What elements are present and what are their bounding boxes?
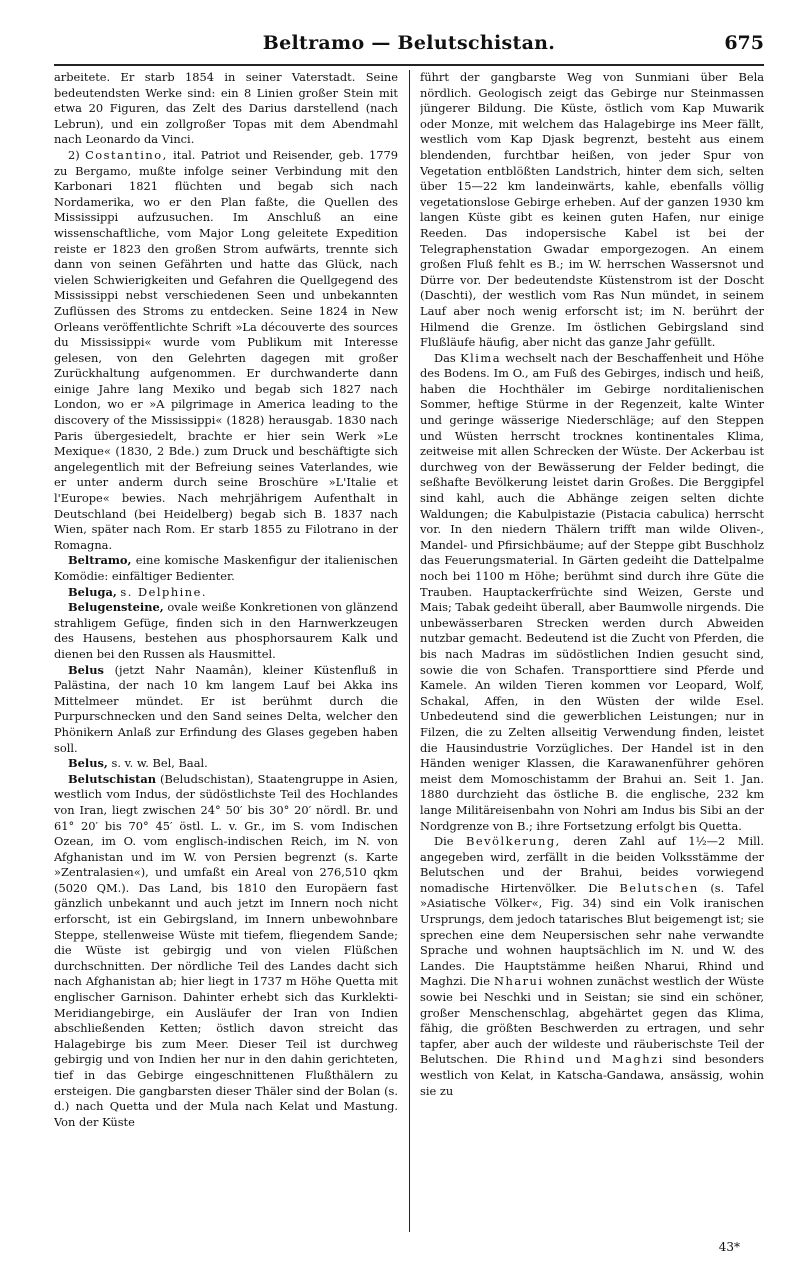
signature-mark: 43* — [718, 1240, 740, 1254]
entry-beluga — [54, 585, 398, 601]
headword: Belus, — [68, 756, 108, 771]
column-divider — [409, 70, 410, 1232]
headword: Beltramo, — [68, 553, 132, 568]
entry-belugensteine: Belugensteine, ovale weiße Konkretionen von glänzend strahligem Gefüge, finden sich in den Harnwerkzeugen des Hausens, bestehen aus phosphorsaurem Kalk und dienen bei den Russen als Hausmittel. — [54, 600, 398, 661]
entry-beltramo: Beltramo, eine komische Maskenfigur der italienischen Komödie: einfältiger Bedienter. — [54, 553, 398, 583]
entry-name: Costantino, — [85, 147, 168, 162]
left-column — [54, 70, 398, 1230]
term: Klima — [460, 350, 501, 365]
cross-reference: s. Delphine. — [120, 584, 207, 599]
term: Belutschen — [619, 880, 699, 895]
entry-costantino: 2) Costantino, ital. Patriot und Reisender, geb. 1779 zu Bergamo, mußte infolge seiner Verbindung mit den Karbonari 1821 flüchten und begab sich nach Nordamerika, wo er den Plan faßte, die Quellen des Mississippi aufzusuchen. Im Anschluß an eine wissenschaftliche, vom Major Long geleitete Expedition reiste er 1823 den großen Strom aufwärts, trennte sich dann von seinen Gefährten und hatte das Glück, nach vielen Schwierigkeiten und Gefahren die Quellgegend des Mississippi nebst verschiedenen Seen und unbekannten Zuflüssen des Stroms zu entdecken. Seine 1824 in New Orleans veröffentlichte Schrift »La découverte des sources du Mississippi« wurde vom Publikum mit Interesse gelesen, von den Gelehrten dagegen mit großer Zurückhaltung aufgenommen. Er durchwanderte dann einige Jahre lang Mexiko und begab sich 1827 nach London, wo er »A pilgrimage in America leading to the discovery of the Mississippi« (1828) herausgab. 1830 nach Paris übergesiedelt, brachte er hier sein Werk »Le Mexique« (1830, 2 Bde.) zum Druck und beschäftigte sich angelegentlich mit der Befreiung seines Vaterlandes, wie er unter anderm durch seine Broschüre »L'Italie et l'Europe« bewies. Nach mehrjährigem Aufenthalt in Deutschland (bei Heidelberg) begab sich B. 1837 nach Wien, später nach Rom. Er starb 1855 zu Filotrano in der Romagna. — [54, 147, 398, 552]
paragraph: führt der gangbarste Weg von Sunmiani über Bela nördlich. Geologisch zeigt das Gebirge nur Steinmassen jüngerer Bildung. Die Küste, östlich vom Kap Muwarik oder Monze, mit welchem das Halagebirge ins Meer fällt, westlich vom Kap Djask begrenzt, besteht aus einem blendenden, furchtbar heißen, von jeder Spur von Vegetation entblößten Landstrich, hinter dem sich, selten über 15—22 km landeinwärts, kahle, ebenfalls völlig vegetationslose Gebirge erheben. Auf der ganzen 1930 km langen Küste gibt es keinen guten Hafen, nur einige Reeden. Das indopersische Kabel ist bei der Telegraphenstation Gwadar emporgezogen. An einem großen Fluß fehlt es B.; im W. herrschen Wassersnot und Dürre vor. Der bedeutendste Küstenstrom ist der Doscht (Daschti), der westlich vom Ras Nun mündet, in seinem Lauf aber noch wenig erforscht ist; im N. berührt der Hilmend die Grenze. Im östlichen Gebirgsland sind Flußläufe häufig, aber nicht das ganze Jahr gefüllt. — [420, 70, 764, 350]
term: Nharui — [494, 974, 544, 989]
page-number: 675 — [724, 32, 764, 54]
page-header — [54, 28, 764, 66]
headword: Belus — [68, 662, 104, 677]
entry-belutschistan: Belutschistan (Beludschistan), Staatengruppe in Asien, westlich vom Indus, der südöstlichste Teil des Hochlandes von Iran, liegt zwischen 24° 50′ bis 30° 20′ nördl. Br. und 61° 20′ bis 70° 45′ östl. L. v. Gr., im S. vom Indischen Ozean, im O. vom englisch-indischen Reich, im N. von Afghanistan und im W. von Persien begrenzt (s. Karte »Zentralasien«), und umfaßt ein Areal von 276,510 qkm (5020 QM.). Das Land, bis 1810 den Europäern fast gänzlich unbekannt und auch jetzt im Innern noch nicht erforscht, ist ein Gebirgsland, im Innern unbewohnbare Steppe, stellenweise Wüste mit tiefem, fliegendem Sande; die Wüste ist gebirgig und von vielen Flüßchen durchschnitten. Der nördliche Teil des Landes dacht sich nach Afghanistan ab; hier liegt in 1737 m Höhe Quetta mit englischer Garnison. Dahinter erhebt sich das Kurklekti-Meridiangebirge, ein Ausläufer der Iran von Indien abschließenden Ketten; östlich davon streicht das Halagebirge bis zum Meer. Dieser Teil ist durchweg gebirgig und von Indien her nur in den dahin gerichteten, tief in das Gebirge eingeschnittenen Flußthälern zu ersteigen. Die gangbarsten dieser Thäler sind der Bolan (s. d.) nach Quetta und der Mula nach Kelat und Mastung. Von der Küste — [54, 771, 398, 1129]
entry-belus-baal: Belus, s. v. w. Bel, Baal. — [68, 756, 208, 771]
running-head: Beltramo — Belutschistan. — [262, 32, 556, 54]
headword: Belugensteine, — [68, 600, 164, 615]
term: Bevölkerung, — [466, 834, 561, 849]
entry-belus: Belus (jetzt Nahr Naamân), kleiner Küstenfluß in Palästina, der nach 10 km langem Lauf bei Akka ins Mittelmeer mündet. Er ist berühmt durch die Purpurschnecken und den Sand seines Delta, welcher den Phönikern Anlaß zur Erfindung des Glases gegeben haben soll. — [54, 662, 398, 755]
headword: Beluga, — [68, 584, 117, 599]
term: Rhind und Maghzi — [524, 1052, 664, 1067]
headword: Belutschistan — [68, 771, 157, 786]
right-column — [420, 70, 764, 1230]
paragraph-bevoelkerung: Die Bevölkerung, deren Zahl auf 1½—2 Mill. angegeben wird, zerfällt in die beiden Volksstämme der Belutschen und der Brahui, beides vorwiegend nomadische Hirtenvölker. Die Belutschen (s. Tafel »Asiatische Völker«, Fig. 34) sind ein Volk iranischen Ursprungs, dem jedoch tatarisches Blut beigemengt ist; sie sprechen eine dem Neupersischen sehr nahe verwandte Sprache und wohnen hauptsächlich im N. und W. des Landes. Die Hauptstämme heißen Nharui, Rhind und Maghzi. Die Nharui wohnen zunächst westlich der Wüste sowie bei Neschki und in Seistan; sie sind ein schöner, großer Menschenschlag, abgehärtet gegen das Klima, fähig, die größten Beschwerden zu ertragen, und sehr tapfer, aber auch der wildeste und räuberischste Teil der Belutschen. Die Rhind und Maghzi sind besonders westlich von Kelat, in Katscha-Gandawa, ansässig, wohin sie zu — [420, 834, 764, 1098]
paragraph: arbeitete. Er starb 1854 in seiner Vaterstadt. Seine bedeutendsten Werke sind: ein 8 Linien großer Stein mit etwa 20 Figuren, das Zelt des Darius darstellend (nach Lebrun), und ein zollgroßer Topas mit dem Abendmahl nach Leonardo da Vinci. — [54, 70, 398, 147]
paragraph-klima: Das Klima wechselt nach der Beschaffenheit und Höhe des Bodens. Im O., am Fuß des Gebirges, indisch und heiß, haben die Hochthäler im Gebirge norditalienischen Sommer, heftige Stürme in der Regenzeit, kalte Winter und geringe wässerige Niederschläge; auf den Steppen und Wüsten herrscht trocknes kontinentales Klima, zeitweise mit allen Schrecken der Wüste. Der Ackerbau ist durchweg von der Bewässerung der Felder bedingt, die seßhafte Bevölkerung leistet darin Großes. Die Berggipfel sind kahl, auch die Abhänge zeigen selten dichte Waldungen; die Kabulpistazie (Pistacia cabulica) herrscht vor. In den niedern Thälern trifft man wilde Oliven-, Mandel- und Pfirsichbäume; auf der Steppe gibt Buschholz das Feuerungsmaterial. In Gärten gedeiht die Dattelpalme noch bei 1100 m Höhe; berühmt sind durch ihre Güte die Trauben. Hauptackerfrüchte sind Weizen, Gerste und Mais; Tabak gedeiht überall, aber Baumwolle nirgends. Die unbewässerbaren Strecken werden durch Abweiden nutzbar gemacht. Bedeutend ist die Zucht von Pferden, die bis nach Madras im südöstlichen Indien gesucht sind, sowie die von Schafen. Transporttiere sind Pferde und Kamele. An wilden Tieren kommen vor Leopard, Wolf, Schakal, Affen, in den Wüsten der wilde Esel. Unbedeutend sind die gewerblichen Leistungen; nur in Filzen, die zu Zelten allseitig Verwendung finden, leistet die Hausindustrie Vorzügliches. Der Handel ist in den Händen weniger Klassen, die Karawanenführer gehören meist dem Momoschistamm der Brahui an. Seit 1. Jan. 1880 durchzieht das östliche B. die englische, 232 km lange Militäreisenbahn von Nohri am Indus bis Sibi an der Nordgrenze von B.; ihre Fortsetzung erfolgt bis Quetta. — [420, 350, 764, 833]
